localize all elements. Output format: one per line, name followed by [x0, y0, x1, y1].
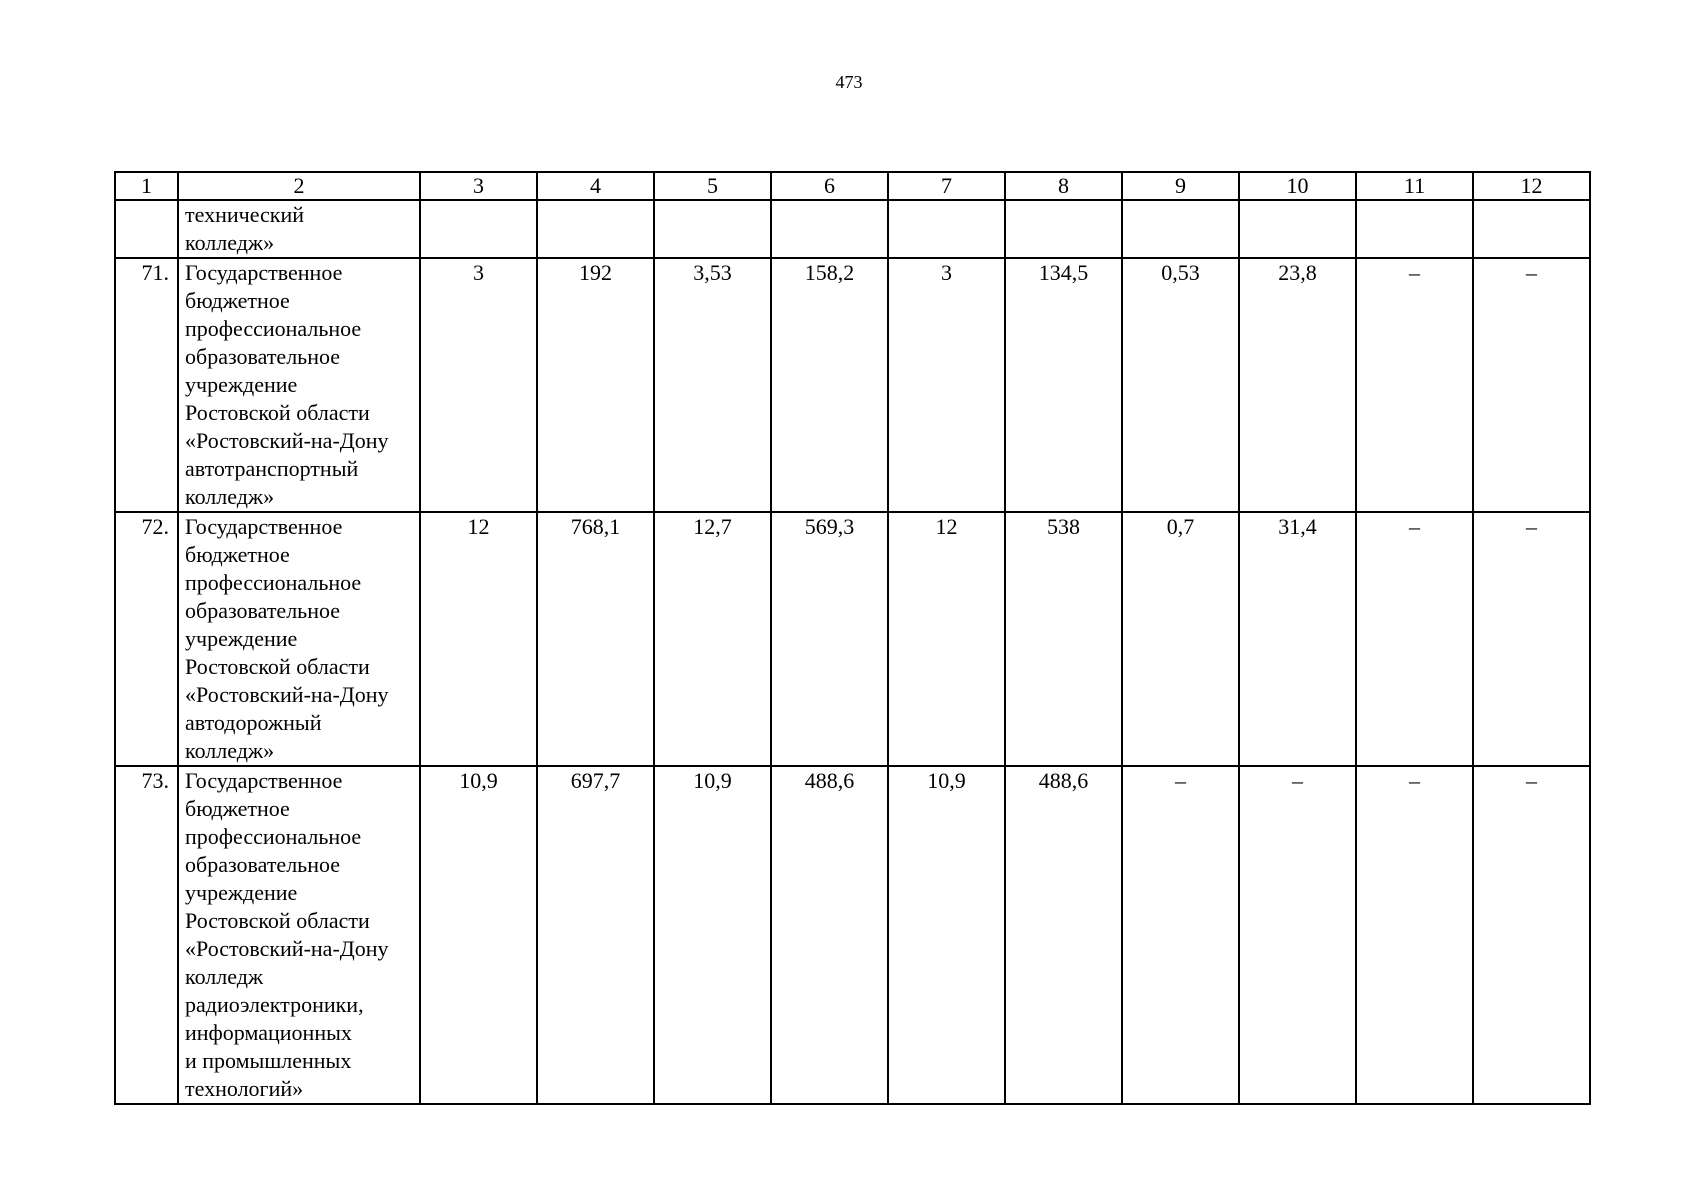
data-table	[114, 171, 1591, 1105]
value-cell: –	[1356, 512, 1473, 766]
table-row	[115, 200, 1590, 258]
value-cell: 488,6	[1005, 766, 1122, 1104]
column-header: 11	[1356, 172, 1473, 200]
table-row	[115, 766, 1590, 1104]
column-number-row	[115, 172, 1590, 200]
table-row	[115, 512, 1590, 766]
value-cell	[1356, 200, 1473, 258]
value-cell: –	[1473, 766, 1590, 1104]
value-cell: 31,4	[1239, 512, 1356, 766]
table-row	[115, 258, 1590, 512]
value-cell	[771, 200, 888, 258]
column-header: 1	[115, 172, 178, 200]
value-cell: 488,6	[771, 766, 888, 1104]
institution-name-cell: Государственное бюджетное профессиональное образовательное учреждение Ростовской области «Ростовский-на-Дону колледж радиоэлектроники, информационных и промышленных технологий»	[178, 766, 420, 1104]
value-cell: –	[1356, 258, 1473, 512]
value-cell: 538	[1005, 512, 1122, 766]
value-cell	[420, 200, 537, 258]
value-cell: –	[1122, 766, 1239, 1104]
institution-name-cell: Государственное бюджетное профессиональное образовательное учреждение Ростовской области «Ростовский-на-Дону автодорожный колледж»	[178, 512, 420, 766]
value-cell: 10,9	[420, 766, 537, 1104]
value-cell: 12,7	[654, 512, 771, 766]
column-header: 6	[771, 172, 888, 200]
column-header: 2	[178, 172, 420, 200]
value-cell: –	[1239, 766, 1356, 1104]
column-header: 9	[1122, 172, 1239, 200]
value-cell: 3	[888, 258, 1005, 512]
column-header: 4	[537, 172, 654, 200]
page-number: 473	[835, 72, 863, 92]
row-number-cell: 72.	[115, 512, 178, 766]
column-header: 7	[888, 172, 1005, 200]
row-number-cell: 71.	[115, 258, 178, 512]
value-cell: 12	[420, 512, 537, 766]
value-cell	[654, 200, 771, 258]
value-cell: 3,53	[654, 258, 771, 512]
value-cell: 192	[537, 258, 654, 512]
value-cell: –	[1473, 258, 1590, 512]
column-header: 5	[654, 172, 771, 200]
value-cell	[1005, 200, 1122, 258]
institution-name-cell: технический колледж»	[178, 200, 420, 258]
value-cell: 23,8	[1239, 258, 1356, 512]
value-cell	[1239, 200, 1356, 258]
value-cell: 768,1	[537, 512, 654, 766]
value-cell: 0,7	[1122, 512, 1239, 766]
row-number-cell: 73.	[115, 766, 178, 1104]
column-header: 12	[1473, 172, 1590, 200]
row-number-cell	[115, 200, 178, 258]
value-cell	[1122, 200, 1239, 258]
value-cell: 10,9	[888, 766, 1005, 1104]
value-cell: 3	[420, 258, 537, 512]
value-cell: 134,5	[1005, 258, 1122, 512]
value-cell	[888, 200, 1005, 258]
value-cell: 569,3	[771, 512, 888, 766]
column-header: 3	[420, 172, 537, 200]
value-cell: –	[1473, 512, 1590, 766]
institution-name-cell: Государственное бюджетное профессиональное образовательное учреждение Ростовской области «Ростовский-на-Дону автотранспортный колледж»	[178, 258, 420, 512]
column-header: 10	[1239, 172, 1356, 200]
value-cell: 158,2	[771, 258, 888, 512]
value-cell: 0,53	[1122, 258, 1239, 512]
value-cell: 697,7	[537, 766, 654, 1104]
value-cell	[537, 200, 654, 258]
value-cell	[1473, 200, 1590, 258]
value-cell: 12	[888, 512, 1005, 766]
value-cell: –	[1356, 766, 1473, 1104]
column-header: 8	[1005, 172, 1122, 200]
value-cell: 10,9	[654, 766, 771, 1104]
